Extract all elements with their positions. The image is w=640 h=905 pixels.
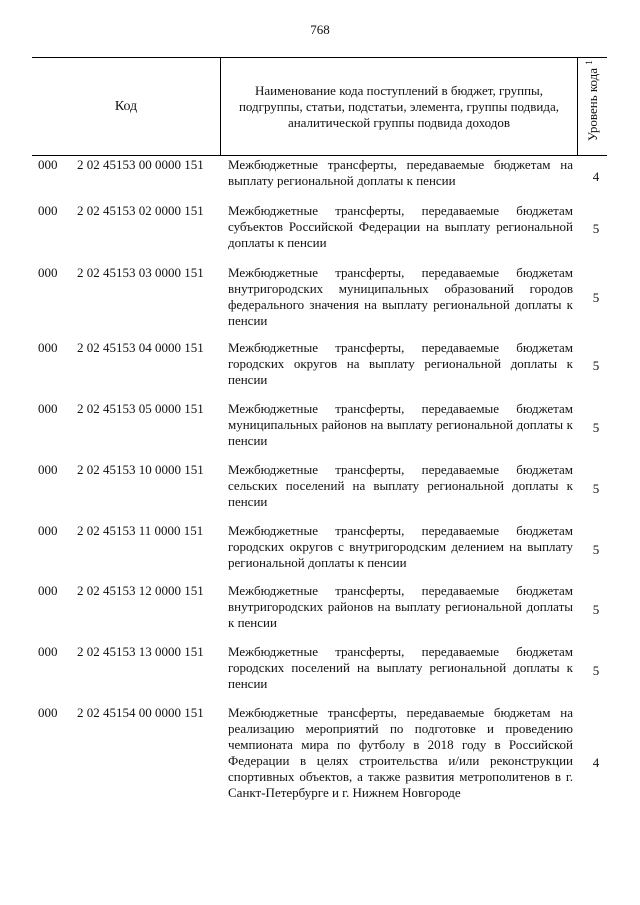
header-level-text: Уровень кода	[585, 67, 601, 142]
header-name-cell	[221, 58, 578, 155]
row-level: 5	[592, 481, 600, 496]
row-level: 5	[592, 221, 600, 236]
row-name: Межбюджетные трансферты, передаваемые бюджетам муниципальных районов на выплату региональной доплаты к пенсии	[228, 401, 573, 448]
row-level: 5	[592, 542, 600, 557]
row-admin-code: 000	[38, 340, 58, 355]
row-budget-code: 2 02 45153 13 0000 151	[77, 644, 204, 659]
row-level: 5	[592, 420, 600, 435]
row-name: Межбюджетные трансферты, передаваемые бюджетам внутригородских муниципальных образований городов федерального значения на выплату региональной доплаты к пенсии	[228, 265, 573, 328]
row-level: 5	[592, 358, 600, 373]
row-budget-code: 2 02 45153 12 0000 151	[77, 583, 204, 598]
row-admin-code: 000	[38, 157, 58, 172]
header-code-label: Код	[114, 99, 138, 114]
row-level: 4	[592, 169, 600, 184]
row-budget-code: 2 02 45153 02 0000 151	[77, 203, 204, 218]
row-budget-code: 2 02 45154 00 0000 151	[77, 705, 204, 720]
row-name: Межбюджетные трансферты, передаваемые бюджетам сельских поселений на выплату региональной доплаты к пенсии	[228, 462, 573, 509]
row-budget-code: 2 02 45153 11 0000 151	[77, 523, 204, 538]
row-admin-code: 000	[38, 203, 58, 218]
row-name: Межбюджетные трансферты, передаваемые бюджетам на реализацию мероприятий по подготовке и проведению чемпионата мира по футболу в 2018 году в Российской Федерации в целях строительства и/или реконструкции спортивных объектов, а также развития метрополитенов в г. Санкт-Петербурге и г. Нижнем Новгороде	[228, 705, 573, 800]
row-admin-code: 000	[38, 523, 58, 538]
row-budget-code: 2 02 45153 03 0000 151	[77, 265, 204, 280]
row-name: Межбюджетные трансферты, передаваемые бюджетам внутригородских районов на выплату региональной доплаты к пенсии	[228, 583, 573, 630]
table-header	[32, 57, 607, 156]
page-number: 768	[310, 22, 330, 37]
row-admin-code: 000	[38, 644, 58, 659]
row-name: Межбюджетные трансферты, передаваемые бюджетам субъектов Российской Федерации на выплату региональной доплаты к пенсии	[228, 203, 573, 250]
row-name: Межбюджетные трансферты, передаваемые бюджетам на выплату региональной доплаты к пенсии	[228, 157, 573, 188]
header-level-footnote: 1	[583, 60, 594, 65]
row-budget-code: 2 02 45153 05 0000 151	[77, 401, 204, 416]
row-admin-code: 000	[38, 265, 58, 280]
row-name: Межбюджетные трансферты, передаваемые бюджетам городских округов с внутригородским делением на выплату региональной доплаты к пенсии	[228, 523, 573, 570]
row-level: 5	[592, 663, 600, 678]
header-level-label	[584, 55, 601, 146]
header-name-label: Наименование кода поступлений в бюджет, группы, подгруппы, статьи, подстатьи, элемента, группы подвида, аналитической группы подвида доходов	[238, 83, 560, 130]
row-level: 5	[592, 602, 600, 617]
row-budget-code: 2 02 45153 04 0000 151	[77, 340, 204, 355]
row-level: 4	[592, 755, 600, 770]
row-budget-code: 2 02 45153 10 0000 151	[77, 462, 204, 477]
row-admin-code: 000	[38, 705, 58, 720]
row-level: 5	[592, 290, 600, 305]
header-code-cell	[32, 58, 221, 155]
row-admin-code: 000	[38, 401, 58, 416]
row-name: Межбюджетные трансферты, передаваемые бюджетам городских поселений на выплату региональной доплаты к пенсии	[228, 644, 573, 691]
header-level-cell	[578, 58, 607, 155]
row-admin-code: 000	[38, 462, 58, 477]
row-name: Межбюджетные трансферты, передаваемые бюджетам городских округов на выплату региональной доплаты к пенсии	[228, 340, 573, 387]
row-admin-code: 000	[38, 583, 58, 598]
row-budget-code: 2 02 45153 00 0000 151	[77, 157, 204, 172]
